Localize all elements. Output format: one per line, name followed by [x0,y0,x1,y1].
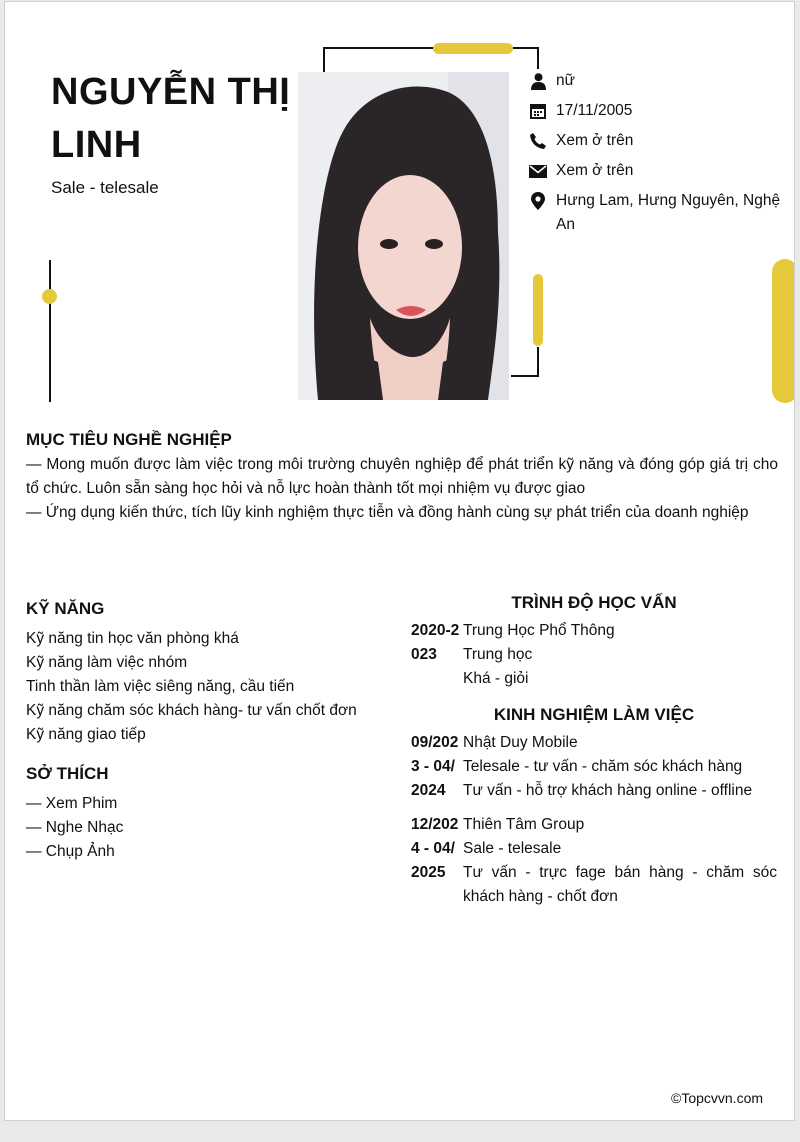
decorative-line-left [49,260,51,402]
experience-description: Tư vấn - hỗ trợ khách hàng online - offline [463,782,753,799]
accent-bar-middle [533,274,543,346]
objective-title: MỤC TIÊU NGHỀ NGHIỆP [26,430,232,449]
accent-bar-top [433,43,513,54]
cv-page [4,1,795,1121]
career-objective-section [26,430,778,525]
experience-section [411,705,777,909]
experience-role: Sale - telesale [463,840,562,857]
photo-frame-right [537,47,539,69]
location-pin-icon [529,189,547,213]
education-school: Trung Học Phổ Thông [463,622,615,639]
photo-frame-bottom [511,375,539,377]
contact-gender [529,69,791,93]
contact-birthdate [529,99,791,123]
objective-line: — Ứng dụng kiến thức, tích lũy kinh nghiệm thực tiễn và đồng hành cùng sự phát triển của doanh nghiệp [26,504,749,521]
phone-icon [529,129,547,153]
address-text: Hưng Lam, Hưng Nguyên, Nghệ An [556,192,781,233]
education-grade: Khá - giỏi [463,670,529,687]
contact-address [529,189,791,237]
contact-phone [529,129,791,153]
hobbies-title: SỞ THÍCH [26,764,109,783]
email-icon [529,159,547,183]
skill-item: Kỹ năng làm việc nhóm [26,654,188,671]
education-date: 2020-2023 [411,622,460,663]
skills-title: KỸ NĂNG [26,599,105,618]
footer-credit: ©Topcvvn.com [671,1090,764,1106]
objective-line: — Mong muốn được làm việc trong môi trường chuyên nghiệp để phát triển kỹ năng và đóng góp giá trị cho tổ chức. Luôn sẵn sàng học hỏi và nỗ lực hoàn thành tốt mọi nhiệm vụ được giao [26,456,778,497]
photo-frame-left [323,47,325,73]
experience-company: Nhật Duy Mobile [463,734,578,751]
experience-entry [411,813,777,909]
contact-email [529,159,791,183]
person-icon [529,69,547,93]
gender-text: nữ [556,72,575,89]
experience-company: Thiên Tâm Group [463,816,585,833]
experience-role: Telesale - tư vấn - chăm sóc khách hàng [463,758,743,775]
hobby-item: — Xem Phim [26,795,118,812]
skill-item: Kỹ năng giao tiếp [26,726,146,743]
education-details [463,619,777,691]
hobbies-section [26,764,386,864]
education-level: Trung học [463,646,533,663]
email-text: Xem ở trên [556,162,634,179]
hobby-item: — Nghe Nhạc [26,819,124,836]
hobby-item: — Chụp Ảnh [26,843,115,860]
experience-date: 12/2024 - 04/2025 [411,816,459,881]
education-section [411,593,777,691]
candidate-name: NGUYỄN THỊ LINH [51,71,291,166]
accent-bar-right [772,259,795,403]
experience-description: Tư vấn - trực fage bán hàng - chăm sóc khách hàng - chốt đơn [463,864,777,905]
decorative-dot [42,289,57,304]
calendar-icon [529,99,547,123]
birthdate-text: 17/11/2005 [556,102,633,119]
skill-item: Tinh thần làm việc siêng năng, cầu tiến [26,678,295,695]
job-title: Sale - telesale [51,178,159,197]
contact-info [529,69,791,243]
photo-frame-right-lower [537,347,539,377]
experience-title: KINH NGHIỆM LÀM VIỆC [493,705,695,724]
experience-date: 09/2023 - 04/2024 [411,734,459,799]
experience-details [463,731,777,813]
phone-text: Xem ở trên [556,132,634,149]
profile-photo [298,72,509,400]
objective-text [26,453,778,525]
skills-section [26,599,386,747]
education-title: TRÌNH ĐỘ HỌC VẤN [511,593,677,612]
experience-details [463,813,777,909]
experience-entry [411,731,777,813]
skill-item: Kỹ năng chăm sóc khách hàng- tư vấn chốt đơn [26,702,357,719]
skill-item: Kỹ năng tin học văn phòng khá [26,630,239,647]
education-entry [411,619,777,691]
